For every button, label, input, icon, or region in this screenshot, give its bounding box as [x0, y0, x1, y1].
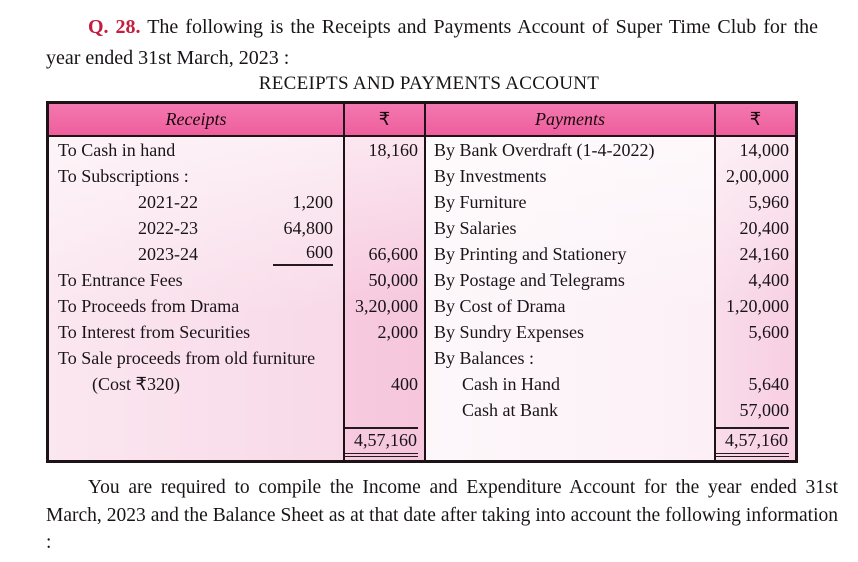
receipt-amount-cell — [343, 371, 424, 397]
receipt-amount: 2,000 — [377, 321, 418, 342]
payment-amount: 2,00,000 — [726, 165, 789, 186]
payment-amount: 20,400 — [739, 217, 789, 238]
receipt-amount-cell — [343, 319, 424, 345]
receipt-label-cell — [49, 163, 343, 189]
payment-amount-cell — [714, 241, 795, 267]
account-title: RECEIPTS AND PAYMENTS ACCOUNT — [258, 73, 600, 94]
payment-amount: 24,160 — [739, 243, 789, 264]
subscription-sub-amount: 64,800 — [283, 217, 333, 238]
payment-amount-cell — [714, 397, 795, 423]
table-row — [49, 319, 795, 345]
table-row — [49, 163, 795, 189]
payment-label: By Sundry Expenses — [434, 321, 584, 342]
receipt-amount-cell — [343, 267, 424, 293]
payment-amount-cell — [714, 215, 795, 241]
payment-amount-cell — [714, 189, 795, 215]
receipt-label-cell — [49, 267, 343, 293]
payment-amount-cell — [714, 319, 795, 345]
payment-amount: 5,600 — [748, 321, 789, 342]
payment-label: By Investments — [434, 165, 547, 186]
receipt-amount-cell — [343, 293, 424, 319]
receipt-amount-cell — [343, 215, 424, 241]
receipt-amount-cell — [343, 345, 424, 371]
table-row — [49, 371, 795, 397]
payment-label: By Printing and Stationery — [434, 243, 627, 264]
table-header-row — [49, 104, 795, 137]
receipt-label: To Cash in hand — [58, 139, 176, 160]
payment-label-cell — [424, 345, 714, 371]
receipt-amount: 18,160 — [368, 139, 418, 160]
header-payments-rupee: ₹ — [714, 104, 795, 135]
payment-label-cell — [424, 423, 714, 460]
payment-label-cell — [424, 293, 714, 319]
receipt-amount: 400 — [391, 373, 418, 394]
payment-label-cell — [424, 371, 714, 397]
payment-amount-cell — [714, 293, 795, 319]
payment-label-cell — [424, 215, 714, 241]
receipt-label-cell — [49, 241, 343, 267]
receipt-label-cell — [49, 423, 343, 460]
receipt-label: To Subscriptions : — [58, 165, 189, 186]
table-total-row — [49, 423, 795, 460]
table-row — [49, 293, 795, 319]
payment-label: By Salaries — [434, 217, 517, 238]
instruction-paragraph: You are required to compile the Income and Expenditure Account for the year ended 31st March, 2023 and the Balance Sheet as at that date after taking into account the following information : — [46, 477, 838, 553]
payment-amount: 57,000 — [739, 399, 789, 420]
payment-label-cell — [424, 241, 714, 267]
payments-total: 4,57,160 — [716, 427, 789, 457]
receipt-label: To Interest from Securities — [58, 321, 251, 342]
payment-label: By Cost of Drama — [434, 295, 566, 316]
payment-label: By Postage and Telegrams — [434, 269, 625, 290]
receipt-label-cell — [49, 215, 343, 241]
table-row — [49, 215, 795, 241]
receipt-label-cell — [49, 137, 343, 163]
payment-amount-cell — [714, 267, 795, 293]
payment-amount-cell — [714, 371, 795, 397]
receipt-label-cell — [49, 189, 343, 215]
table-row — [49, 189, 795, 215]
table-row — [49, 267, 795, 293]
table-row — [49, 241, 795, 267]
payment-label-cell — [424, 397, 714, 423]
receipt-label-cell — [49, 319, 343, 345]
receipt-label: To Proceeds from Drama — [58, 295, 240, 316]
question-intro-text: The following is the Receipts and Payments Account of Super Time Club for the year ended 31st March, 2023 : — [46, 16, 819, 69]
subscription-year: 2023-24 — [138, 243, 198, 264]
payment-label-cell — [424, 137, 714, 163]
table-row — [49, 137, 795, 163]
payment-amount: 4,400 — [748, 269, 789, 290]
receipt-amount-cell — [343, 137, 424, 163]
payment-label: By Bank Overdraft (1-4-2022) — [434, 139, 655, 160]
payment-label-cell — [424, 163, 714, 189]
payment-amount: 1,20,000 — [726, 295, 789, 316]
receipt-label-cell — [49, 345, 343, 371]
receipt-label: To Sale proceeds from old furniture — [58, 347, 316, 368]
table-row — [49, 397, 795, 423]
payment-amount: 14,000 — [739, 139, 789, 160]
header-payments: Payments — [424, 104, 714, 135]
receipts-total-cell — [343, 423, 424, 460]
payment-label: By Furniture — [434, 191, 527, 212]
header-receipts: Receipts — [165, 109, 227, 129]
payment-amount-cell — [714, 137, 795, 163]
subscription-year: 2022-23 — [138, 217, 198, 238]
receipt-label: (Cost ₹320) — [92, 373, 180, 394]
receipt-amount: 66,600 — [368, 243, 418, 264]
receipt-amount: 3,20,000 — [355, 295, 418, 316]
receipt-label: To Entrance Fees — [58, 269, 183, 290]
subscription-year: 2021-22 — [138, 191, 198, 212]
payment-label-cell — [424, 319, 714, 345]
payment-label-cell — [424, 189, 714, 215]
subscription-sub-amount-underlined: 600 — [273, 242, 333, 266]
payment-label: By Balances : — [434, 347, 534, 368]
receipt-amount-cell — [343, 241, 424, 267]
receipt-amount: 50,000 — [368, 269, 418, 290]
table-row — [49, 345, 795, 371]
question-number: Q. 28. — [88, 16, 141, 38]
receipt-label-cell — [49, 397, 343, 423]
receipt-label-cell — [49, 293, 343, 319]
header-receipts-rupee: ₹ — [343, 104, 424, 135]
payment-label: Cash in Hand — [462, 373, 560, 394]
receipt-amount-cell — [343, 189, 424, 215]
payment-label-cell — [424, 267, 714, 293]
question-paragraph — [46, 12, 818, 74]
subscription-sub-amount: 1,200 — [292, 191, 333, 212]
table-body — [49, 137, 795, 460]
payment-amount-cell — [714, 345, 795, 371]
receipt-amount-cell — [343, 163, 424, 189]
receipts-payments-table — [46, 101, 798, 463]
receipts-total: 4,57,160 — [345, 427, 418, 457]
payment-amount: 5,960 — [748, 191, 789, 212]
payment-amount-cell — [714, 163, 795, 189]
payment-amount: 5,640 — [748, 373, 789, 394]
payment-label: Cash at Bank — [462, 399, 558, 420]
payments-total-cell — [714, 423, 795, 460]
receipt-amount-cell — [343, 397, 424, 423]
receipt-label-cell — [49, 371, 343, 397]
